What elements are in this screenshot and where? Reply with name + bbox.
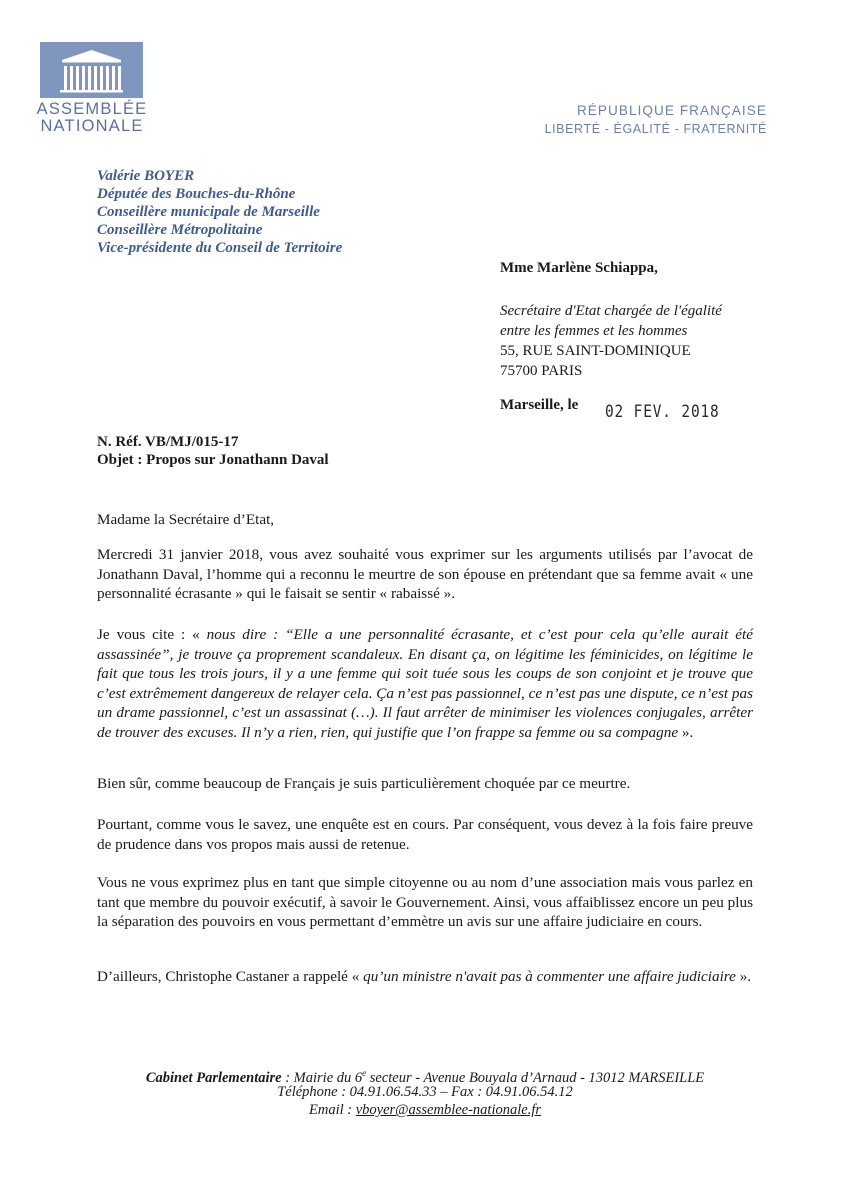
recipient-city: 75700 PARIS	[500, 363, 583, 379]
quote-intro: Je vous cite : «	[97, 626, 207, 643]
quote-outro: ».	[678, 723, 694, 741]
paragraph-5	[97, 873, 753, 932]
dateline-place: Marseille, le	[500, 397, 579, 413]
logo-line-1: ASSEMBLÉE	[36, 100, 148, 118]
republic-motto: LIBERTÉ - ÉGALITÉ - FRATERNITÉ	[544, 122, 767, 136]
paragraph-1-text: Mercredi 31 janvier 2018, vous avez souhaité vous exprimer sur les arguments utilisés par l’avocat de Jonathann Daval, l’homme qui a reconnu le meurtre de son épouse en prétendant que sa femme avait « une personnalité écrasante » qui le faisait se sentir « rabaissé ».	[97, 546, 753, 602]
email-link[interactable]: vboyer@assemblee-nationale.fr	[355, 1102, 541, 1118]
sender-block	[97, 167, 342, 257]
sender-title-3: Conseillère Métropolitaine	[97, 222, 263, 238]
recipient-title-2: entre les femmes et les hommes	[500, 323, 688, 339]
subject-line: Objet : Propos sur Jonathann Daval	[97, 452, 329, 468]
salutation: Madame la Secrétaire d’Etat,	[97, 511, 275, 528]
castaner-quote: qu’un ministre n'avait pas à commenter une affaire judiciaire	[363, 968, 736, 985]
paragraph-6	[97, 967, 753, 987]
reference-number: N. Réf. VB/MJ/015-17	[97, 434, 239, 450]
castaner-intro: D’ailleurs, Christophe Castaner a rappelé «	[97, 968, 364, 985]
quote-text: nous dire : “Elle a une personnalité écrasante, et c’est pour cela qu’elle aurait été assassinée”, je trouve ça proprement scandaleux. En disant ça, on légitime les féminicides, on légitime le fait que tous les trois jours, il y a une femme qui soit tuée sous les coups de son conjoint et je trouve que c’est extrêmement dangereux de relayer cela. Ça n’est pas passionnel, ce n’est pas une dispute, ce n’est pas un drame passionnel, c’est un assassinat (…). Il faut arrêter de minimiser les violences conjugales, arrêter de trouver des excuses. Il n’y a rien, rien, qui justifie que l’on frappe sa femme ou sa compagne	[97, 626, 753, 741]
assemblee-logo-emblem	[40, 42, 143, 98]
address-sup: e	[362, 1068, 367, 1078]
address-pre: : Mairie du 6	[281, 1069, 363, 1086]
date-stamp: 02 FEV. 2018	[605, 402, 720, 422]
paragraph-3-text: Bien sûr, comme beaucoup de Français je suis particulièrement choquée par ce meurtre.	[97, 775, 631, 792]
paragraph-5-text: Vous ne vous exprimez plus en tant que simple citoyenne ou au nom d’une association mais vous parlez en tant que membre du pouvoir exécutif, à savoir le Gouvernement. Ainsi, vous affaiblissez encore un peu plus la séparation des pouvoirs en vous permettant d’emmètre un avis sur une affaire judiciaire en cours.	[97, 874, 753, 930]
republic-heading: RÉPUBLIQUE FRANÇAISE	[576, 103, 767, 118]
paragraph-4-text: Pourtant, comme vous le savez, une enquête est en cours. Par conséquent, vous devez à la fois faire preuve de prudence dans vos propos mais aussi de retenue.	[97, 816, 753, 853]
hemicycle-icon	[40, 42, 143, 98]
paragraph-3	[97, 774, 753, 794]
email-label: Email :	[309, 1102, 356, 1118]
address-post: secteur - Avenue Bouyala d’Arnaud - 13012 MARSEILLE	[366, 1069, 705, 1086]
paragraph-2	[97, 625, 753, 742]
castaner-outro: ».	[735, 968, 752, 985]
reference-block	[97, 433, 329, 469]
sender-title-4: Vice-présidente du Conseil de Territoire	[97, 240, 343, 256]
recipient-block	[500, 301, 760, 381]
recipient-name: Mme Marlène Schiappa,	[500, 260, 658, 276]
paragraph-1	[97, 545, 753, 604]
paragraph-4	[97, 815, 753, 854]
sender-name: Valérie BOYER	[97, 168, 195, 184]
footer-phone: Téléphone : 04.91.06.54.33 – Fax : 04.91.06.54.12	[277, 1084, 573, 1100]
sender-title-1: Députée des Bouches-du-Rhône	[97, 186, 296, 202]
recipient-title-1: Secrétaire d'Etat chargée de l'égalité	[500, 303, 722, 319]
footer-email	[95, 1101, 755, 1119]
cabinet-label: Cabinet Parlementaire	[145, 1069, 282, 1086]
logo-line-2: NATIONALE	[40, 117, 144, 135]
recipient-street: 55, RUE SAINT-DOMINIQUE	[500, 343, 691, 359]
sender-title-2: Conseillère municipale de Marseille	[97, 204, 320, 220]
